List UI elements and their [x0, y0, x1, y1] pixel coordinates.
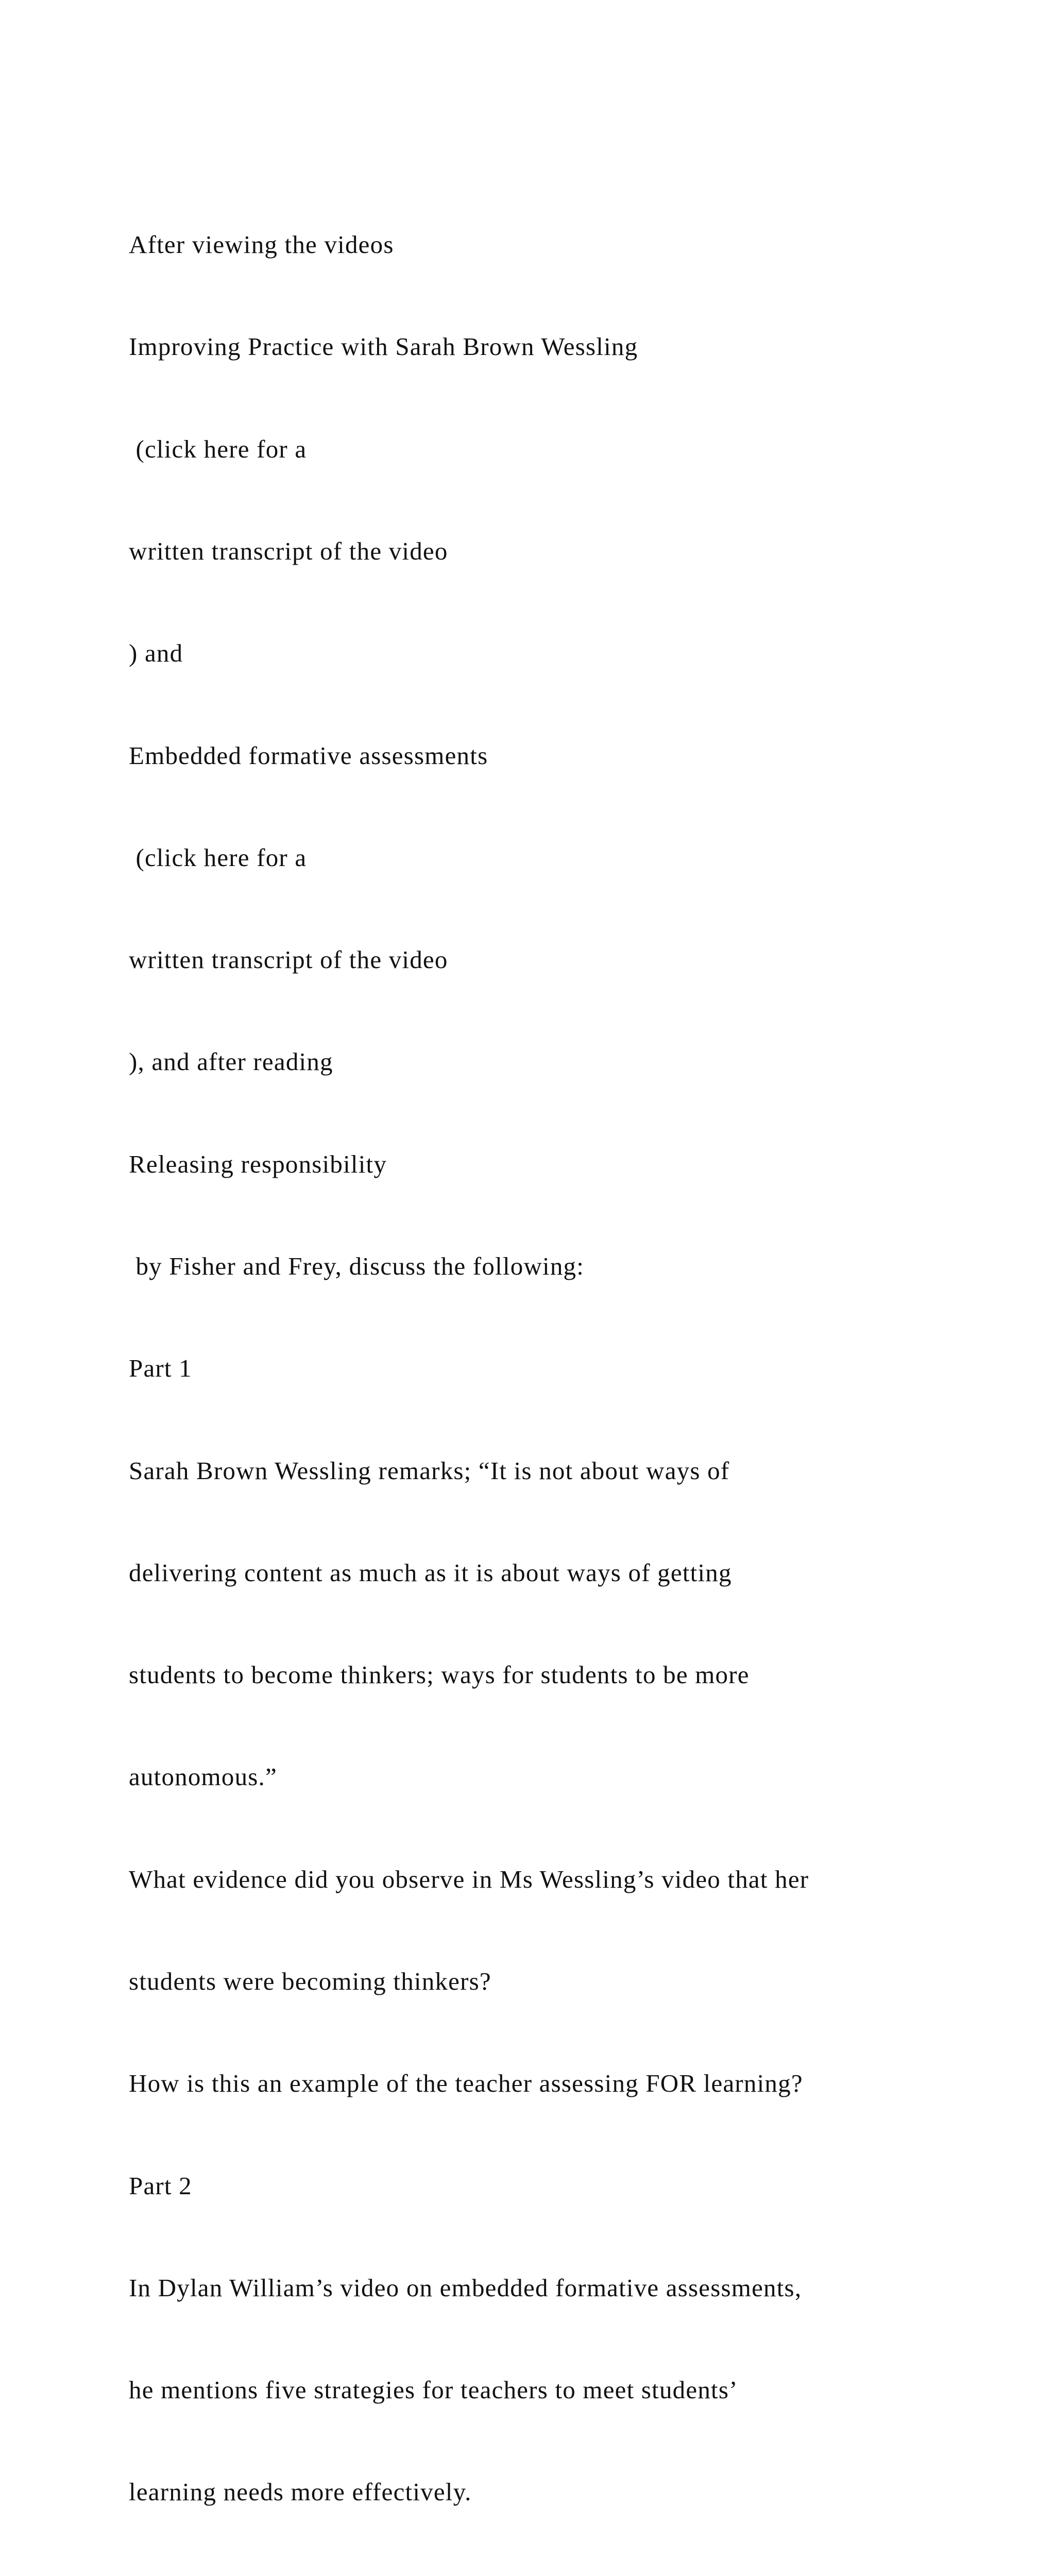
part-2-intro-line-2: he mentions five strategies for teachers to meet students’: [129, 2376, 738, 2404]
question-2: How is this an example of the teacher assessing FOR learning?: [129, 2069, 803, 2098]
line-intro: After viewing the videos: [129, 230, 394, 259]
part-2-heading: Part 2: [129, 2171, 192, 2200]
line-discuss: by Fisher and Frey, discuss the following:: [129, 1252, 585, 1280]
quote-line-3: students to become thinkers; ways for students to be more: [129, 1660, 750, 1689]
line-after-reading: ), and after reading: [129, 1047, 333, 1076]
line-transcript-prompt-1: (click here for a: [129, 434, 307, 463]
part-2-intro-line-3: learning needs more effectively.: [129, 2478, 472, 2506]
question-1-line-1: What evidence did you observe in Ms Wessling’s video that her: [129, 1865, 809, 1893]
line-transcript-prompt-2: (click here for a: [129, 843, 307, 872]
quote-line-1: Sarah Brown Wessling remarks; “It is not about ways of: [129, 1456, 730, 1485]
question-1-line-2: students were becoming thinkers?: [129, 1967, 491, 1995]
line-transcript-link-2: written transcript of the video: [129, 945, 448, 974]
quote-line-2: delivering content as much as it is about ways of getting: [129, 1558, 732, 1587]
line-transcript-link-1: written transcript of the video: [129, 537, 448, 566]
line-video-title-1: Improving Practice with Sarah Brown Wessling: [129, 332, 638, 361]
part-1-heading: Part 1: [129, 1354, 192, 1383]
document-body: [129, 160, 1005, 2576]
line-video-title-2: Embedded formative assessments: [129, 741, 488, 770]
quote-line-4: autonomous.”: [129, 1762, 277, 1791]
part-2-intro-line-1: In Dylan William’s video on embedded formative assessments,: [129, 2273, 802, 2302]
line-reading-title: Releasing responsibility: [129, 1149, 387, 1178]
line-and: ) and: [129, 639, 183, 668]
